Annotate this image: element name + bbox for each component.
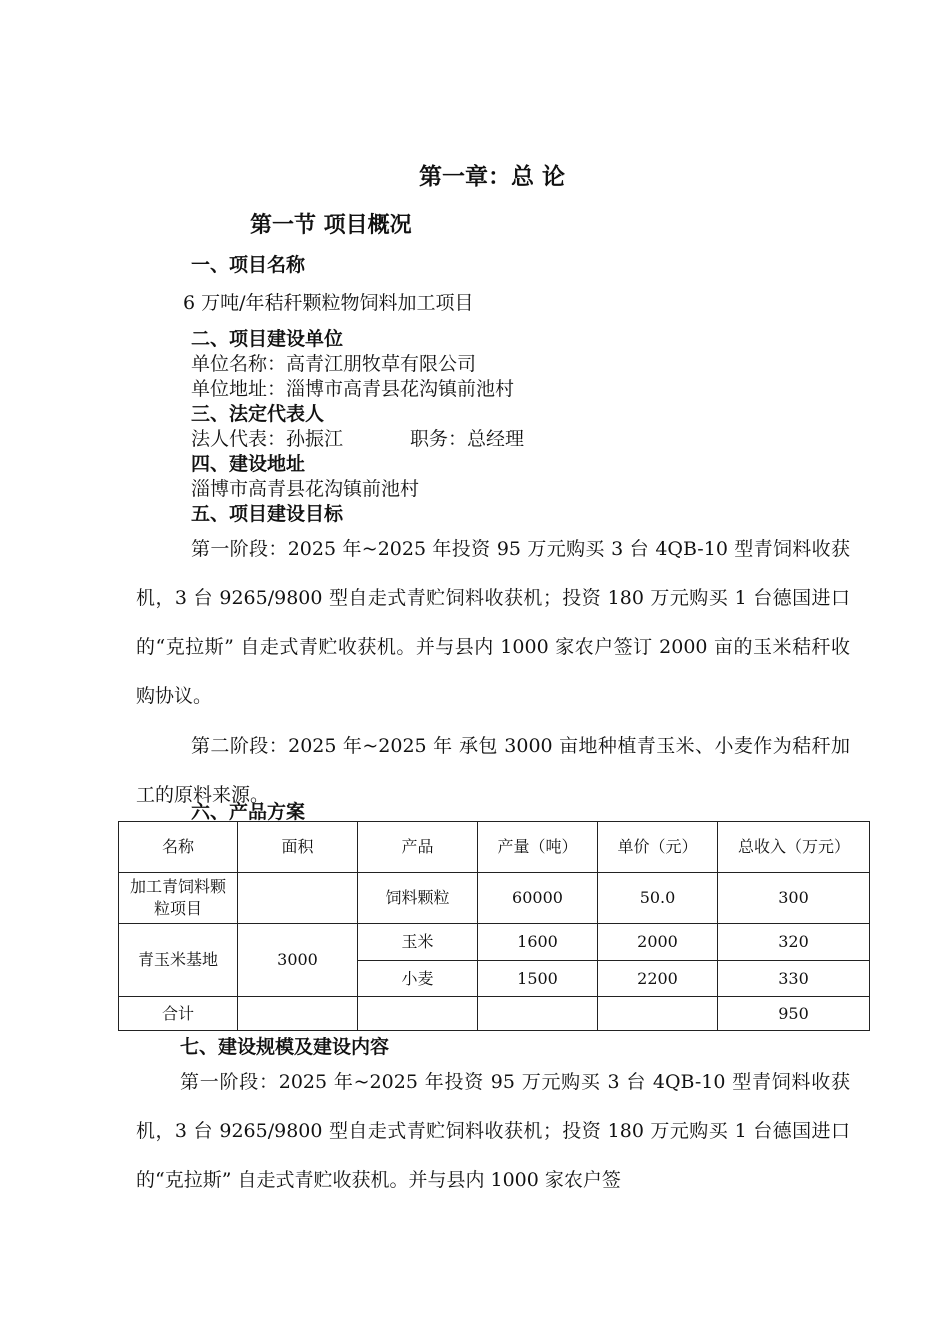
heading-project-name: 一、项目名称 <box>191 254 306 276</box>
unit-address: 单位地址：淄博市高青县花沟镇前池村 <box>191 378 515 400</box>
cell-price: 50.0 <box>598 873 718 924</box>
cell-name: 加工青饲料颗粒项目 <box>119 873 238 924</box>
section-title: 第一节 项目概况 <box>250 212 412 238</box>
total-label: 合计 <box>119 997 238 1031</box>
legal-rep-position: 职务：总经理 <box>410 428 525 450</box>
table-row <box>119 924 870 961</box>
cell-name: 青玉米基地 <box>119 924 238 997</box>
header-price: 单价（元） <box>598 822 718 873</box>
unit-name: 单位名称：高青江朋牧草有限公司 <box>191 353 477 375</box>
header-income: 总收入（万元） <box>718 822 870 873</box>
table-header-row <box>119 822 870 873</box>
cell-product: 小麦 <box>358 961 478 997</box>
heading-site: 四、建设地址 <box>191 453 306 475</box>
cell-product: 玉米 <box>358 924 478 961</box>
cell-output: 60000 <box>478 873 598 924</box>
header-output: 产量（吨） <box>478 822 598 873</box>
total-empty <box>358 997 478 1031</box>
cell-area: 3000 <box>238 924 358 997</box>
cell-income: 330 <box>718 961 870 997</box>
site-text: 淄博市高青县花沟镇前池村 <box>191 478 420 500</box>
scale-stage1: 第一阶段：2025 年~2025 年投资 95 万元购买 3 台 4QB-10 型青饲料收获机，3 台 9265/9800 型自走式青贮饲料收获机；投资 180 万元购买 1 台德国进口的“克拉斯” 自走式青贮收获机。并与县内 1000 家农户签 <box>136 1071 850 1191</box>
cell-price: 2000 <box>598 924 718 961</box>
table-row <box>119 873 870 924</box>
project-name-text: 6 万吨/年秸秆颗粒物饲料加工项目 <box>183 292 474 314</box>
legal-rep: 法人代表：孙振江 <box>191 428 344 450</box>
total-income: 950 <box>718 997 870 1031</box>
chapter-title: 第一章：总 论 <box>418 163 565 190</box>
cell-income: 320 <box>718 924 870 961</box>
table-total-row <box>119 997 870 1031</box>
heading-goals: 五、项目建设目标 <box>191 503 344 525</box>
goals-stage1: 第一阶段：2025 年~2025 年投资 95 万元购买 3 台 4QB-10 型青饲料收获机，3 台 9265/9800 型自走式青贮饲料收获机；投资 180 万元购买 1 台德国进口的“克拉斯” 自走式青贮收获机。并与县内 1000 家农户签订 2000 亩的玉米秸秆收购协议。 <box>136 538 850 707</box>
goals-stage2: 第二阶段：2025 年~2025 年 承包 3000 亩地种植青玉米、小麦作为秸秆加工的原料来源。 <box>136 735 850 806</box>
header-name: 名称 <box>119 822 238 873</box>
total-empty <box>238 997 358 1031</box>
cell-price: 2200 <box>598 961 718 997</box>
header-area: 面积 <box>238 822 358 873</box>
total-empty <box>598 997 718 1031</box>
heading-scale: 七、建设规模及建设内容 <box>180 1036 390 1058</box>
heading-product-plan: 六、产品方案 <box>191 801 306 823</box>
cell-area <box>238 873 358 924</box>
cell-product: 饲料颗粒 <box>358 873 478 924</box>
total-empty <box>478 997 598 1031</box>
heading-legal-rep: 三、法定代表人 <box>191 403 325 425</box>
cell-income: 300 <box>718 873 870 924</box>
cell-output: 1600 <box>478 924 598 961</box>
heading-construction-unit: 二、项目建设单位 <box>191 328 344 350</box>
cell-output: 1500 <box>478 961 598 997</box>
product-table <box>118 821 870 1031</box>
header-product: 产品 <box>358 822 478 873</box>
